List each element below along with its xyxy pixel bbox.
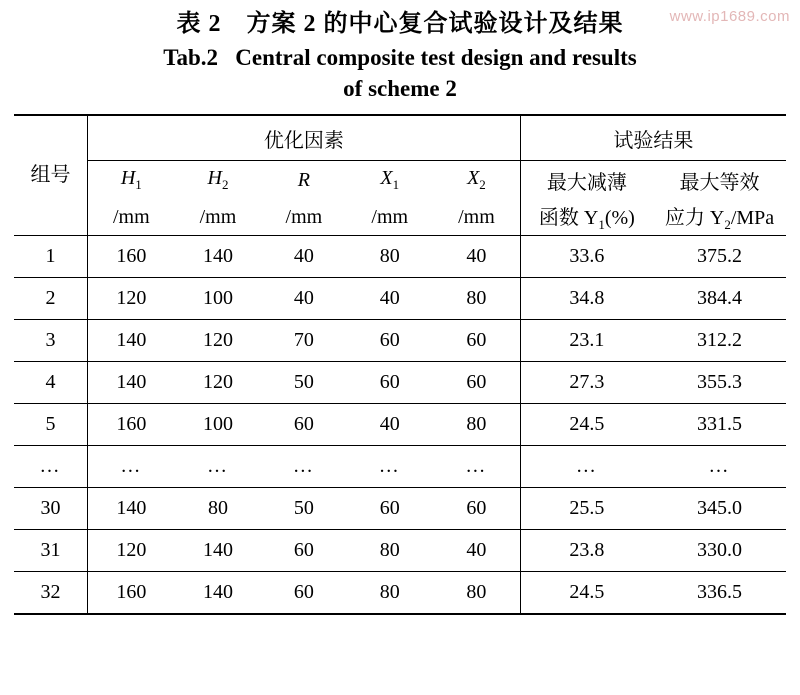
header-h2-unit: /mm xyxy=(175,199,262,236)
header-y2-tail: /MPa xyxy=(730,207,775,230)
cell-h1: 140 xyxy=(88,320,175,362)
header-x1-unit: /mm xyxy=(346,199,433,236)
cell-no: 4 xyxy=(14,362,88,404)
header-group-row xyxy=(14,115,786,161)
cell-r: 50 xyxy=(261,362,346,404)
cell-x1: 60 xyxy=(346,320,433,362)
header-y2-line1: 最大等效 xyxy=(653,161,786,200)
cell-y2: 375.2 xyxy=(653,236,786,278)
header-y1-tail: (%) xyxy=(604,207,635,230)
cell-r: 60 xyxy=(261,530,346,572)
table-row xyxy=(14,278,786,320)
watermark-text: www.ip1689.com xyxy=(669,8,790,25)
results-table xyxy=(14,114,786,615)
cell-r: 40 xyxy=(261,278,346,320)
cell-h1: … xyxy=(88,446,175,488)
header-factors-group: 优化因素 xyxy=(88,115,521,161)
table-row xyxy=(14,572,786,615)
table-row xyxy=(14,236,786,278)
cell-y2: 312.2 xyxy=(653,320,786,362)
cell-no: 5 xyxy=(14,404,88,446)
header-h2-symbol: $H_2$ xyxy=(175,161,262,200)
header-index: 组号 xyxy=(14,115,88,236)
cell-h1: 120 xyxy=(88,278,175,320)
cell-r: 50 xyxy=(261,488,346,530)
cell-r: 40 xyxy=(261,236,346,278)
cell-h1: 160 xyxy=(88,572,175,615)
table-row-ellipsis xyxy=(14,446,786,488)
header-x2-symbol: $X_2$ xyxy=(433,161,520,200)
cell-y1: 25.5 xyxy=(520,488,653,530)
cell-no: … xyxy=(14,446,88,488)
header-y2-line2 xyxy=(653,199,786,236)
cell-h2: 140 xyxy=(175,236,262,278)
cell-x2: 60 xyxy=(433,362,520,404)
cell-x2: 80 xyxy=(433,572,520,615)
cell-x1: 40 xyxy=(346,404,433,446)
header-symbol-row xyxy=(14,161,786,200)
table-head xyxy=(14,115,786,236)
cell-x1: 60 xyxy=(346,488,433,530)
header-y1-line2 xyxy=(520,199,653,236)
header-h1-unit: /mm xyxy=(88,199,175,236)
header-y2-sub: 2 xyxy=(724,217,731,233)
cell-no: 32 xyxy=(14,572,88,615)
cell-h2: 120 xyxy=(175,320,262,362)
cell-x2: 60 xyxy=(433,488,520,530)
cell-h1: 140 xyxy=(88,362,175,404)
header-x1-symbol: $X_1$ xyxy=(346,161,433,200)
cell-x2: 40 xyxy=(433,236,520,278)
cell-no: 31 xyxy=(14,530,88,572)
cell-h1: 120 xyxy=(88,530,175,572)
cell-h1: 140 xyxy=(88,488,175,530)
cell-x1: 80 xyxy=(346,530,433,572)
header-y1-line1: 最大减薄 xyxy=(520,161,653,200)
header-h1-symbol: $H_1$ xyxy=(88,161,175,200)
cell-h2: 140 xyxy=(175,530,262,572)
cell-y2: 384.4 xyxy=(653,278,786,320)
header-y2-text: 应力 Y xyxy=(664,207,725,230)
table-row xyxy=(14,404,786,446)
cell-no: 3 xyxy=(14,320,88,362)
cell-y2: 345.0 xyxy=(653,488,786,530)
cell-h2: 100 xyxy=(175,278,262,320)
header-unit-row xyxy=(14,199,786,236)
caption-english-line2: of scheme 2 xyxy=(343,76,457,102)
cell-x2: 80 xyxy=(433,278,520,320)
table-row xyxy=(14,320,786,362)
cell-h2: … xyxy=(175,446,262,488)
cell-r: … xyxy=(261,446,346,488)
cell-h2: 80 xyxy=(175,488,262,530)
table-row xyxy=(14,530,786,572)
cell-y2: 355.3 xyxy=(653,362,786,404)
cell-r: 70 xyxy=(261,320,346,362)
header-y1-text: 函数 Y xyxy=(538,207,599,230)
cell-r: 60 xyxy=(261,404,346,446)
header-results-group: 试验结果 xyxy=(520,115,786,161)
cell-r: 60 xyxy=(261,572,346,615)
cell-x2: 60 xyxy=(433,320,520,362)
cell-y2: … xyxy=(653,446,786,488)
cell-no: 30 xyxy=(14,488,88,530)
cell-h2: 120 xyxy=(175,362,262,404)
cell-y1: 24.5 xyxy=(520,572,653,615)
cell-x2: 80 xyxy=(433,404,520,446)
cell-x2: … xyxy=(433,446,520,488)
cell-y1: 27.3 xyxy=(520,362,653,404)
cell-h2: 100 xyxy=(175,404,262,446)
cell-x1: 60 xyxy=(346,362,433,404)
cell-x2: 40 xyxy=(433,530,520,572)
cell-y1: 23.8 xyxy=(520,530,653,572)
cell-x1: 80 xyxy=(346,572,433,615)
cell-h1: 160 xyxy=(88,404,175,446)
header-x2-unit: /mm xyxy=(433,199,520,236)
cell-h1: 160 xyxy=(88,236,175,278)
header-r-unit: /mm xyxy=(261,199,346,236)
cell-h2: 140 xyxy=(175,572,262,615)
cell-y2: 336.5 xyxy=(653,572,786,615)
cell-x1: 80 xyxy=(346,236,433,278)
cell-y1: … xyxy=(520,446,653,488)
header-y1-sub: 1 xyxy=(598,217,605,233)
table-row xyxy=(14,488,786,530)
header-r-symbol: R xyxy=(261,161,346,200)
cell-y1: 34.8 xyxy=(520,278,653,320)
cell-y2: 330.0 xyxy=(653,530,786,572)
cell-y1: 33.6 xyxy=(520,236,653,278)
cell-y2: 331.5 xyxy=(653,404,786,446)
caption-chinese: 表 2 方案 2 的中心复合试验设计及结果 xyxy=(176,11,624,37)
caption-english-line1: Tab.2 Central composite test design and results xyxy=(163,45,637,71)
table-body xyxy=(14,236,786,615)
cell-no: 1 xyxy=(14,236,88,278)
cell-no: 2 xyxy=(14,278,88,320)
cell-y1: 24.5 xyxy=(520,404,653,446)
table-row xyxy=(14,362,786,404)
cell-x1: … xyxy=(346,446,433,488)
cell-y1: 23.1 xyxy=(520,320,653,362)
cell-x1: 40 xyxy=(346,278,433,320)
